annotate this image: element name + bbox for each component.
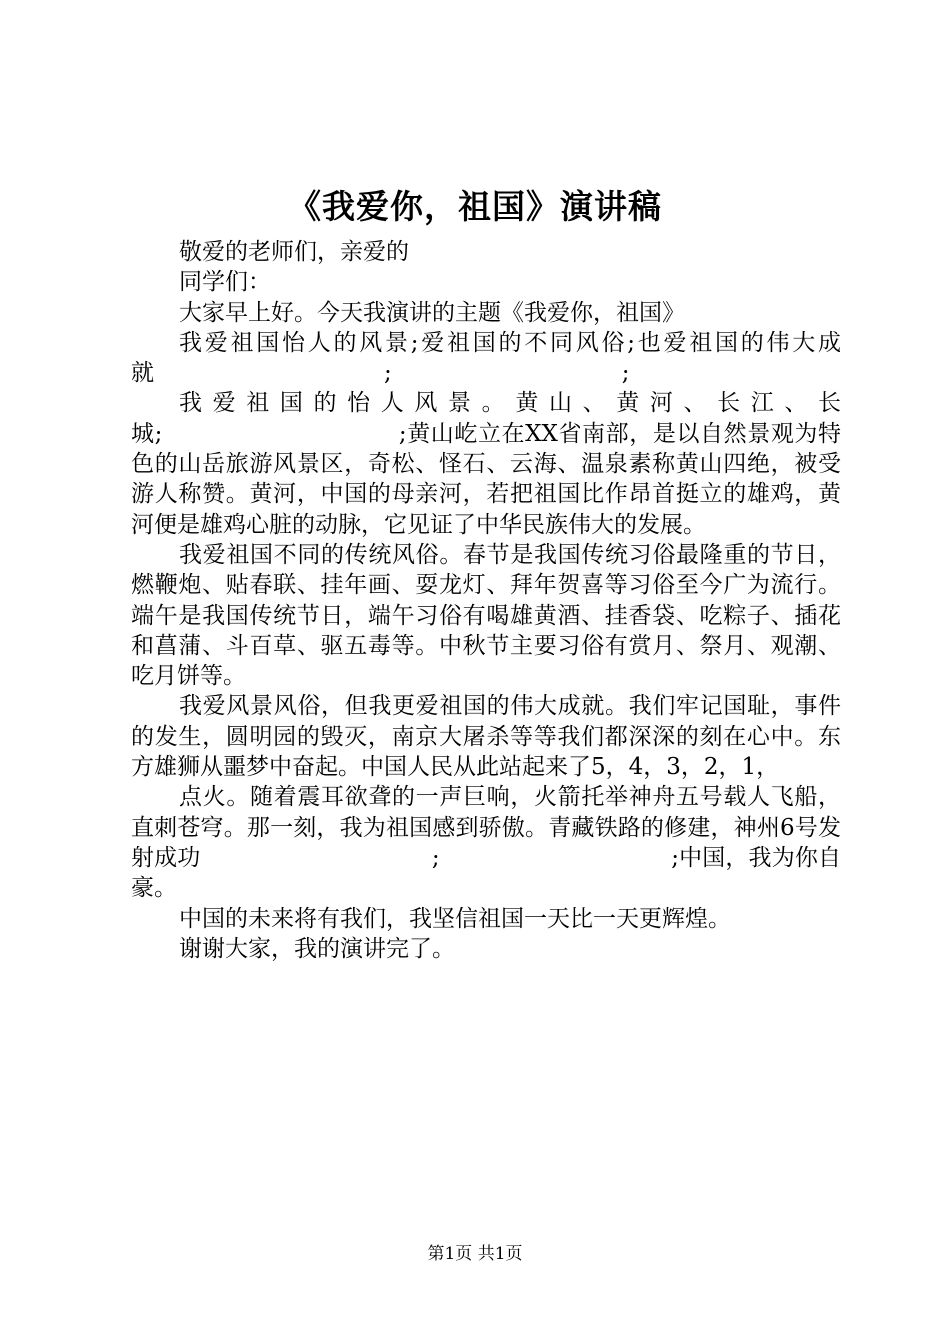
paragraph-launch: 点火。随着震耳欲聋的一声巨响，火箭托举神舟五号载人飞船，直刺苍穹。那一刻，我为祖国感到骄傲。青藏铁路的修建，神州6号发射成功 ; ;中国，我为你自豪。 xyxy=(131,784,841,902)
page-footer: 第1页 共1页 xyxy=(427,1244,523,1264)
paragraph-greeting-cont: 同学们： xyxy=(179,269,271,296)
paragraph-outline: 我爱祖国怡人的风景;爱祖国的不同风俗;也爱祖国的伟大成就 ; ; xyxy=(131,329,841,387)
document-title: 《我爱你，祖国》演讲稿 xyxy=(288,187,662,226)
paragraph-achievements: 我爱风景风俗，但我更爱祖国的伟大成就。我们牢记国耻，事件的发生，圆明园的毁灭，南京大屠杀等等我们都深深的刻在心中。东方雄狮从噩梦中奋起。中国人民从此站起来了5，4，3，2，1， xyxy=(131,693,841,781)
document-body xyxy=(131,237,841,964)
paragraph-greeting: 敬爱的老师们，亲爱的 xyxy=(179,239,409,265)
paragraph-customs: 我爱祖国不同的传统风俗。春节是我国传统习俗最隆重的节日，燃鞭炮、贴春联、挂年画、耍龙灯、拜年贺喜等习俗至今广为流行。端午是我国传统节日，端午习俗有喝雄黄酒、挂香袋、吃粽子、插花和菖蒲、斗百草、驱五毒等。中秋节主要习俗有赏月、祭月、观潮、吃月饼等。 xyxy=(131,541,841,690)
paragraph-intro: 大家早上好。今天我演讲的主题《我爱你，祖国》 xyxy=(179,299,685,326)
paragraph-closing: 谢谢大家，我的演讲完了。 xyxy=(179,935,455,962)
paragraph-scenery: 我爱祖国的怡人风景。黄山、黄河、长江、长城; ;黄山屹立在XX省南部，是以自然景观为特色的山岳旅游风景区，奇松、怪石、云海、温泉素称黄山四绝，被受游人称赞。黄河，中国的母亲河，若把祖国比作昂首挺立的雄鸡，黄河便是雄鸡心脏的动脉，它见证了中华民族伟大的发展。 xyxy=(131,390,841,538)
paragraph-future: 中国的未来将有我们，我坚信祖国一天比一天更辉煌。 xyxy=(179,905,731,932)
